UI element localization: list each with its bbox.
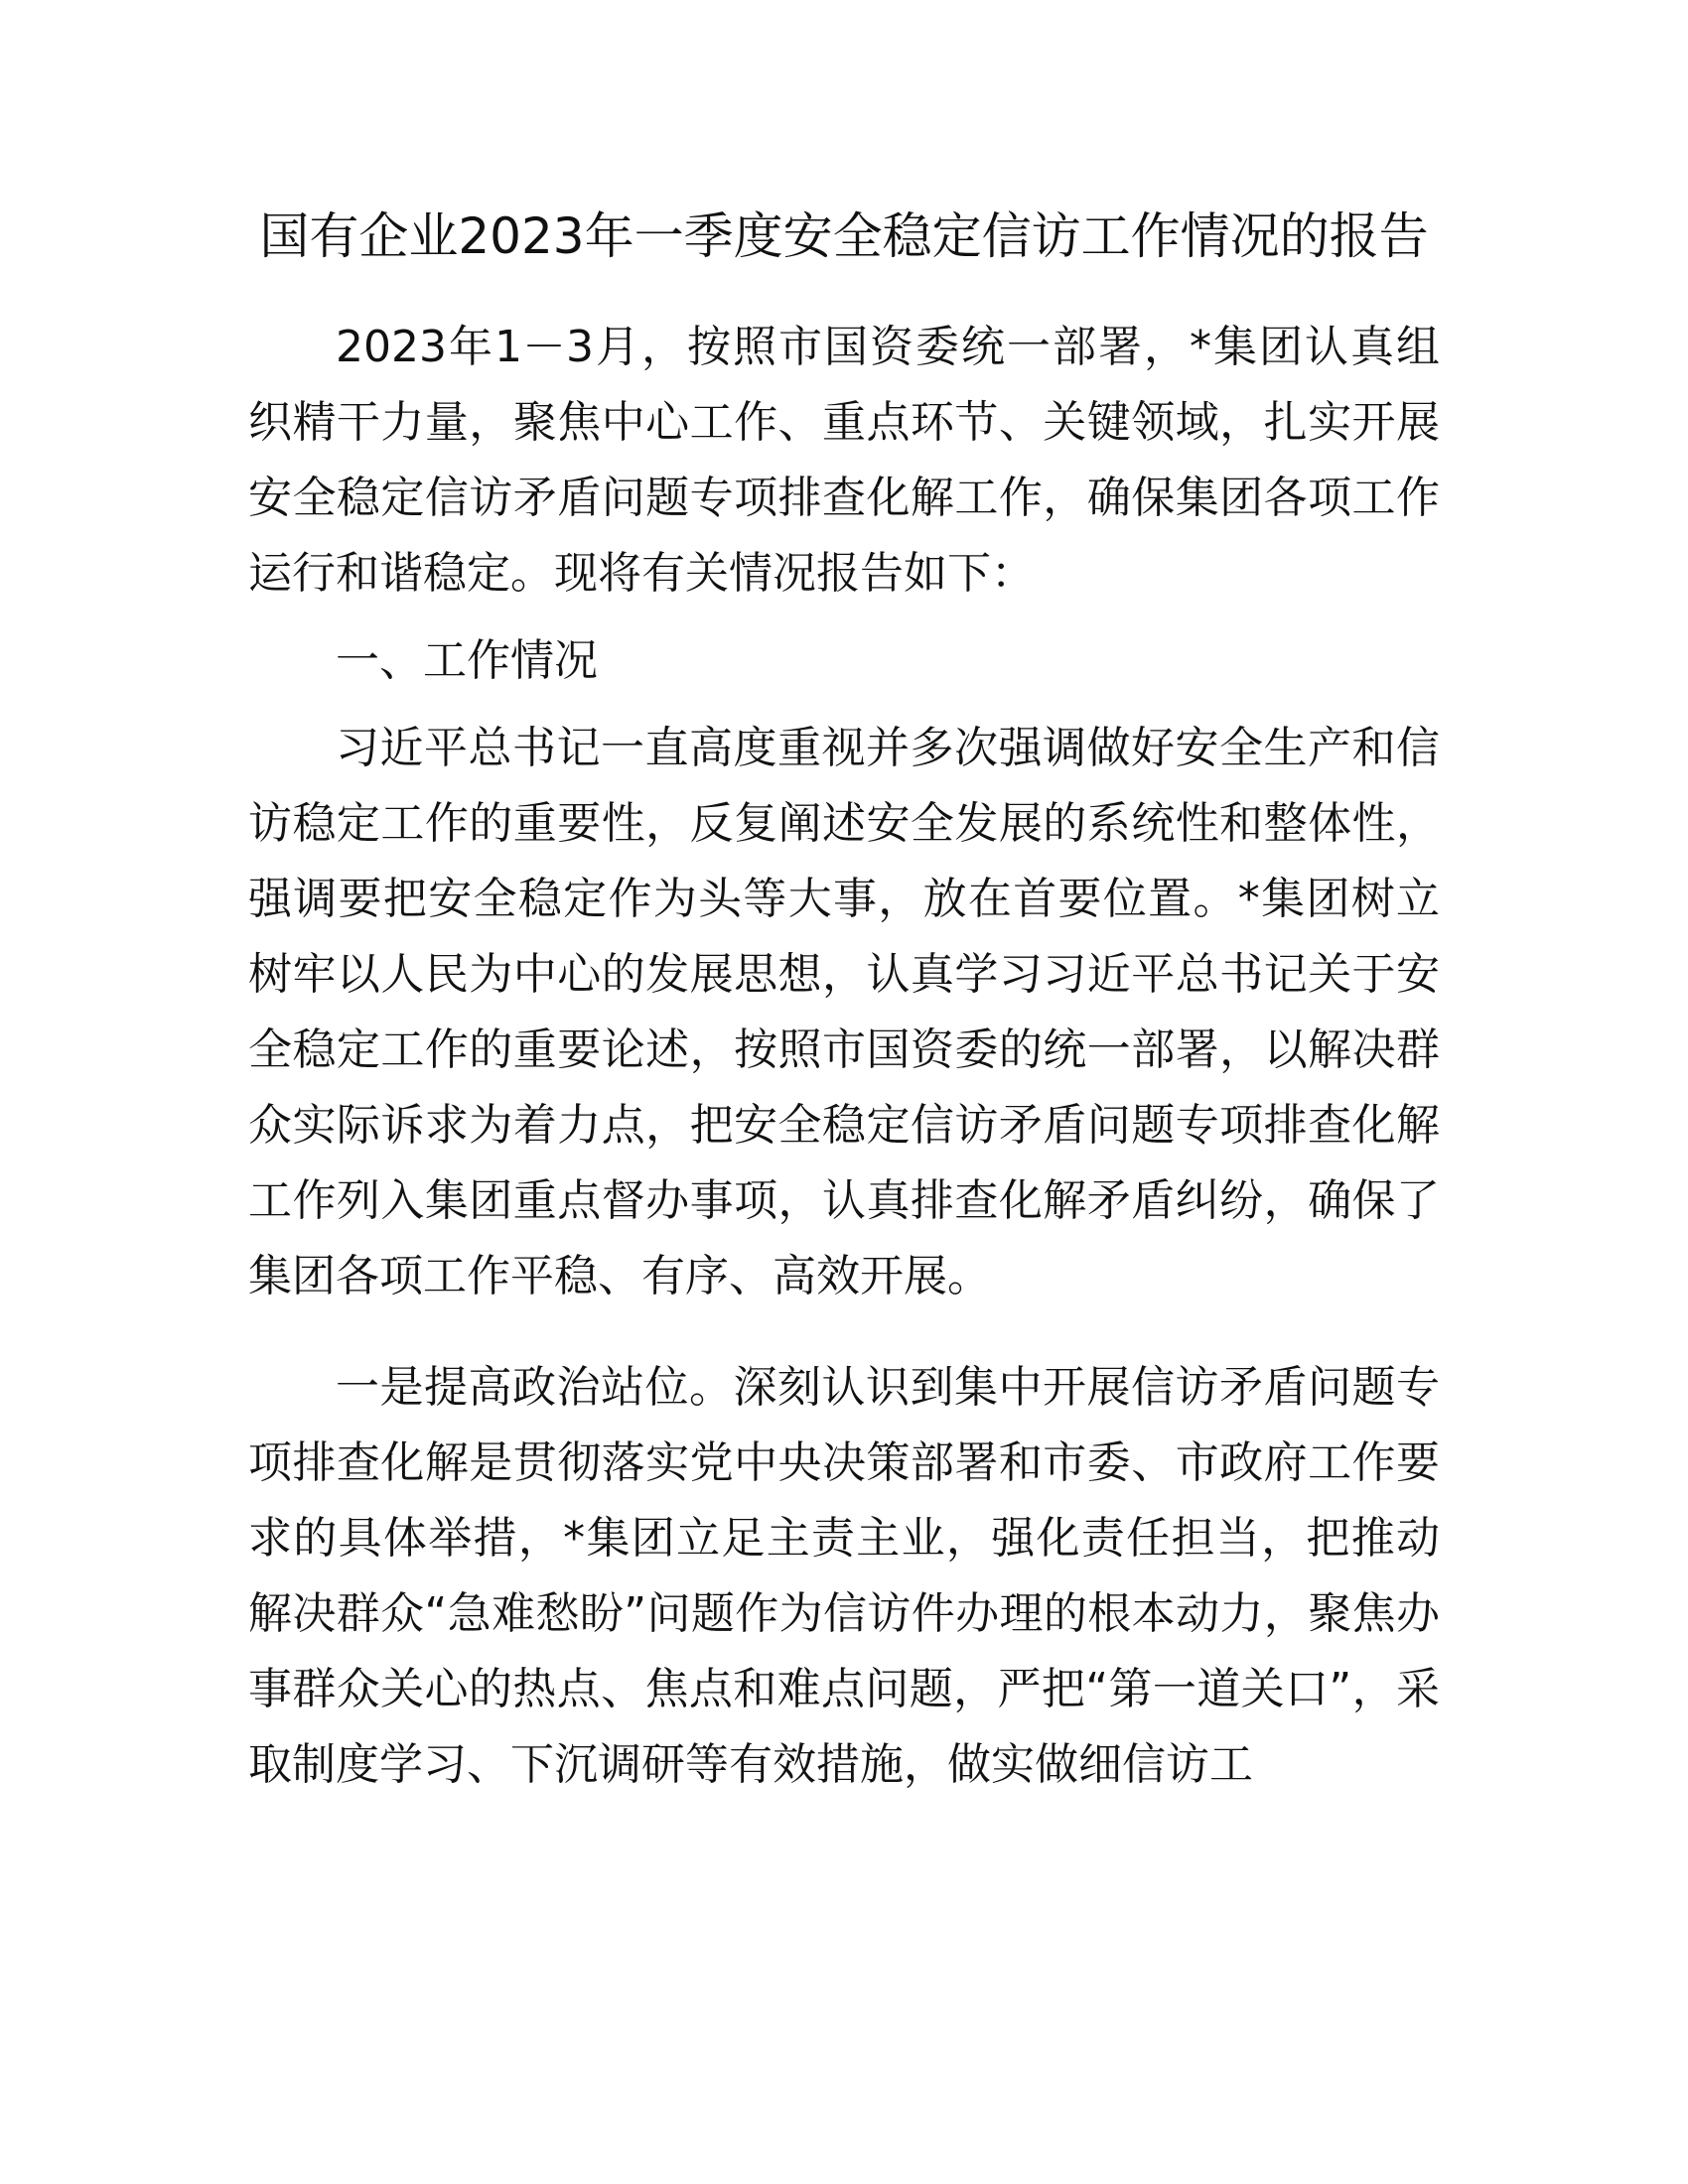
document-title: 国有企业2023年一季度安全稳定信访工作情况的报告 xyxy=(259,207,1429,265)
intro-paragraph: 2023年1－3月，按照市国资委统一部署，*集团认真组织精干力量，聚焦中心工作、重点环节、关键领域，扎实开展安全稳定信访矛盾问题专项排查化解工作，确保集团各项工作运行和谐稳定。现将有关情况报告如下： xyxy=(248,322,1440,599)
work-situation-paragraph: 习近平总书记一直高度重视并多次强调做好安全生产和信访稳定工作的重要性，反复阐述安全发展的系统性和整体性，强调要把安全稳定作为头等大事，放在首要位置。*集团树立树牢以人民为中心的发展思想，认真学习习近平总书记关于安全稳定工作的重要论述，按照市国资委的统一部署，以解决群众实际诉求为着力点，把安全稳定信访矛盾问题专项排查化解工作列入集团重点督办事项，认真排查化解矛盾纠纷，确保了集团各项工作平稳、有序、高效开展。 xyxy=(248,723,1440,1301)
political-position-paragraph: 一是提高政治站位。深刻认识到集中开展信访矛盾问题专项排查化解是贯彻落实党中央决策部署和市委、市政府工作要求的具体举措，*集团立足主责主业，强化责任担当，把推动解决群众“急难愁盼”问题作为信访件办理的根本动力，聚焦办事群众关心的热点、焦点和难点问题，严把“第一道关口”，采取制度学习、下沉调研等有效措施，做实做细信访工 xyxy=(248,1362,1440,1790)
section-heading-work-situation: 一、工作情况 xyxy=(336,635,598,686)
document-page xyxy=(248,199,1440,1803)
